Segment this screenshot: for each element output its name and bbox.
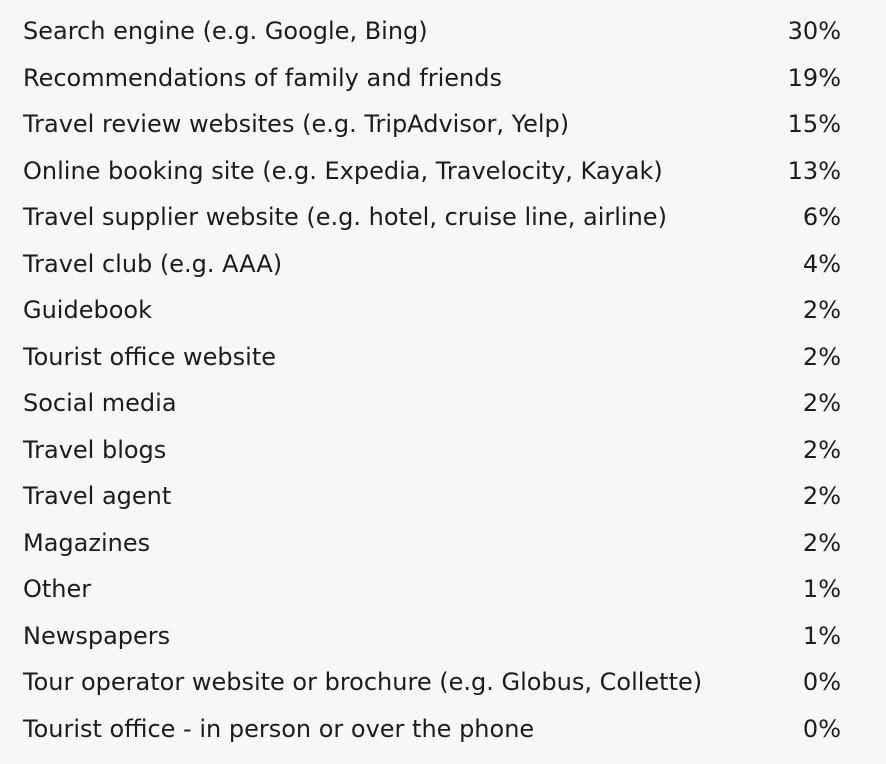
- row-label: Travel review websites (e.g. TripAdvisor, Yelp): [23, 110, 570, 138]
- table-row: [23, 101, 841, 148]
- row-label: Tour operator website or brochure (e.g. Globus, Collette): [23, 668, 703, 696]
- row-value: 19%: [787, 63, 841, 92]
- row-value: 1%: [802, 575, 841, 603]
- row-label: Guidebook: [23, 296, 152, 324]
- row-label: Magazines: [23, 528, 151, 557]
- row-value: 0%: [802, 714, 841, 743]
- row-label: Search engine (e.g. Google, Bing): [23, 17, 428, 45]
- row-value: 13%: [787, 156, 841, 185]
- table-row: [23, 427, 841, 474]
- row-label: Social media: [23, 389, 177, 417]
- table-row: [23, 566, 841, 613]
- row-value: 2%: [802, 342, 841, 371]
- row-label: Travel club (e.g. AAA): [23, 249, 283, 278]
- table-row: [23, 659, 841, 706]
- row-label: Other: [23, 575, 92, 603]
- table-row: [23, 473, 841, 520]
- row-label: Travel blogs: [23, 435, 167, 464]
- row-value: 2%: [802, 435, 841, 464]
- table-row: [23, 334, 841, 381]
- table-row: [23, 287, 841, 334]
- row-label: Recommendations of family and friends: [23, 63, 502, 92]
- row-label: Tourist office website: [23, 342, 277, 371]
- row-value: 2%: [802, 296, 841, 324]
- row-value: 6%: [802, 203, 841, 231]
- table-row: [23, 194, 841, 241]
- table-row: [23, 520, 841, 567]
- row-label: Travel agent: [23, 482, 172, 510]
- row-value: 2%: [802, 482, 841, 510]
- table-row: [23, 613, 841, 660]
- row-label: Newspapers: [23, 621, 171, 650]
- row-value: 0%: [802, 668, 841, 696]
- table-row: [23, 8, 841, 55]
- row-value: 30%: [787, 17, 841, 45]
- row-label: Online booking site (e.g. Expedia, Travelocity, Kayak): [23, 156, 663, 185]
- row-value: 4%: [802, 249, 841, 278]
- row-value: 1%: [802, 621, 841, 650]
- table-row: [23, 241, 841, 288]
- row-value: 15%: [787, 110, 841, 138]
- row-value: 2%: [802, 389, 841, 417]
- table-row: [23, 148, 841, 195]
- percentage-table: [23, 8, 841, 752]
- row-label: Tourist office - in person or over the phone: [23, 714, 535, 743]
- row-value: 2%: [802, 528, 841, 557]
- table-row: [23, 55, 841, 102]
- table-row: [23, 706, 841, 753]
- row-label: Travel supplier website (e.g. hotel, cruise line, airline): [23, 203, 667, 231]
- table-row: [23, 380, 841, 427]
